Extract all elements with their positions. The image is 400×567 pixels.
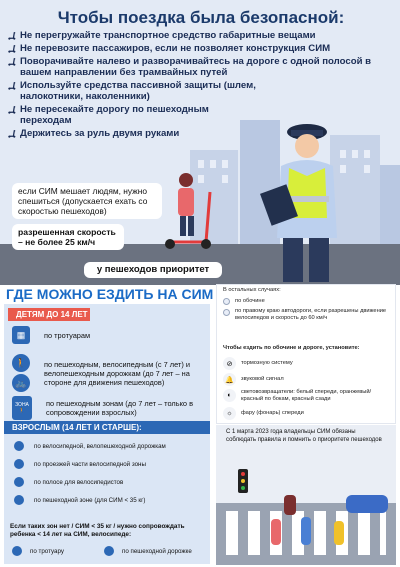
list-item: 🚶 🚲 по пешеходным, велосипедным (с 7 лет) и велопешеходным дорожкам (до 7 лет – на стороне для движения пешеходов) xyxy=(12,354,194,392)
list-item: по проезжей части велосипедной зоны xyxy=(14,459,146,469)
scooter-icon xyxy=(8,31,17,40)
list-item: ▦ по тротуарам xyxy=(12,326,194,344)
horn-icon: 🔔 xyxy=(223,373,236,386)
children-header: ДЕТЯМ ДО 14 ЛЕТ xyxy=(8,308,90,321)
pedestrian-zone-icon: ЗОНА 🚶 xyxy=(12,396,32,420)
car xyxy=(346,495,388,513)
where-to-ride-panel xyxy=(4,304,210,564)
list-item: ЗОНА 🚶 по пешеходным зонам (до 7 лет – только в сопровождении взрослых) xyxy=(12,396,196,420)
notice-text: С 1 марта 2023 года владельцы СИМ обязаны соблюдать правила и помнить о приоритете пешеходов xyxy=(226,429,382,443)
building xyxy=(380,165,400,245)
sidewalk-icon xyxy=(12,546,22,556)
police-officer-illustration xyxy=(255,118,355,285)
scooter-icon xyxy=(8,129,17,138)
scooter-icon xyxy=(8,105,17,114)
reflector-icon: ◐ xyxy=(223,389,236,402)
bicycle-path-icon xyxy=(14,441,24,451)
scooter-rider-illustration xyxy=(160,172,220,252)
rule-item: Используйте средства пассивной защиты (шлем, налокотники, наколенники) xyxy=(8,80,308,102)
road-edge-icon xyxy=(223,309,230,316)
pedestrian-figure xyxy=(334,521,344,545)
rule-item: Не перегружайте транспортное средство габаритные вещами xyxy=(8,30,378,41)
list-item: по пешеходной зоне (для СИМ < 35 кг) xyxy=(14,495,145,505)
pedestrian-path-icon: 🚶 xyxy=(12,354,30,372)
rule-item: Держитесь за руль двумя руками xyxy=(8,128,378,139)
pedestrian-priority-bubble: у пешеходов приоритет xyxy=(84,262,222,278)
exception-note: Если таких зон нет / СИМ < 35 кг / нужно сопровождать ребенка < 14 лет на СИМ, велосипеде: xyxy=(10,523,185,538)
headlight-icon: ☼ xyxy=(223,407,236,420)
dismount-bubble: если СИМ мешает людям, нужно спешиться (допускается ехать со скоростью пешеходов) xyxy=(12,183,162,219)
rule-item: Поворачивайте налево и разворачивайтесь на дороге с одной полосой в вашем направлении без трамвайных путей xyxy=(8,56,378,78)
sidewalk-icon: ▦ xyxy=(12,326,30,344)
equip-title: Чтобы ездить по обочине и дороге, установите: xyxy=(223,345,360,351)
speed-limit-bubble: разрешенная скорость – не более 25 км/ч xyxy=(12,224,124,250)
bike-lane-icon xyxy=(14,477,24,487)
scooter-icon xyxy=(8,81,17,90)
scooter-figure xyxy=(284,495,296,515)
cases-title: В остальных случаях: xyxy=(223,287,281,293)
list-item: по полосе для велосипедистов xyxy=(14,477,123,487)
road-rules-panel: В остальных случаях: по обочине по правому краю автодороги, если разрешены движение велосипедов и скорость до 60 км/ч Чтобы ездить по обочине и дороге, установите: ⊘ тормозную систему 🔔 звуковой сигнал ◐ световозвращатели: белый спереди, оранжевый/красный по бокам, красный сзади ☼ фару (фонарь) спереди xyxy=(216,284,396,424)
rule-item: Не пересекайте дорогу по пешеходным переходам xyxy=(8,104,248,126)
list-item: по тротуару xyxy=(12,546,64,556)
bicycle-path-icon: 🚲 xyxy=(12,374,30,392)
section-title: ГДЕ МОЖНО ЕЗДИТЬ НА СИМ xyxy=(6,286,214,302)
crosswalk-illustration xyxy=(216,425,396,565)
list-item: по велосипедной, велопешеходной дорожкам xyxy=(14,441,166,451)
rule-item: Не перевозите пассажиров, если не позволяет конструкция СИМ xyxy=(8,43,378,54)
pedestrian-zone-icon xyxy=(14,495,24,505)
brake-icon: ⊘ xyxy=(223,357,236,370)
shoulder-icon xyxy=(223,298,230,305)
scooter-icon xyxy=(8,44,17,53)
pedestrian-path-icon xyxy=(104,546,114,556)
list-item: по пешеходной дорожке xyxy=(104,546,192,556)
page-title: Чтобы поездка была безопасной: xyxy=(57,8,345,27)
pedestrian-figure xyxy=(271,519,281,545)
scooter-icon xyxy=(8,57,17,66)
pedestrian-figure xyxy=(301,517,311,545)
bicycle-zone-icon xyxy=(14,459,24,469)
adults-header: ВЗРОСЛЫМ (14 ЛЕТ И СТАРШЕ): xyxy=(4,421,210,434)
